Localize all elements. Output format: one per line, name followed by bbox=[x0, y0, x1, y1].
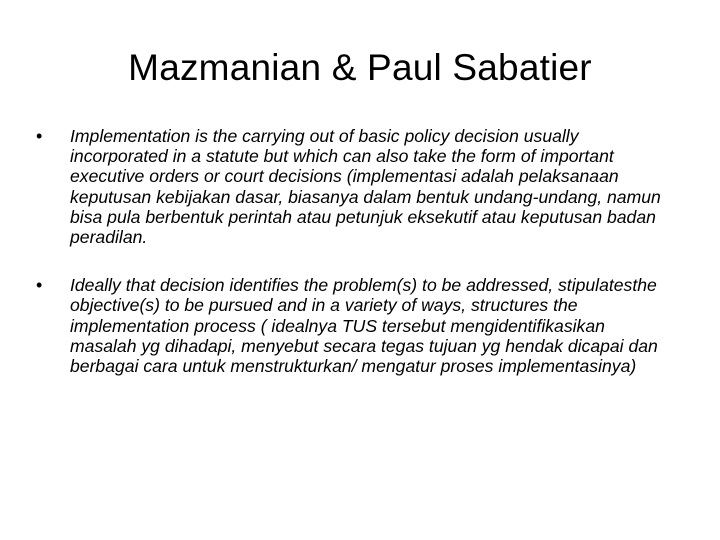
bullet-text-1: Implementation is the carrying out of basic policy decision usually incorporated in a statute but which can also take the form of important executive orders or court decisions (implementasi adalah pelaksanaan keputusan kebijakan dasar, biasanya dalam bentuk undang-undang, namun bisa pula berbentuk perintah atau petunjuk eksekutif atau keputusan badan peradilan. bbox=[70, 126, 661, 248]
bullet-item-1 bbox=[36, 126, 676, 247]
bullet-text-2: Ideally that decision identifies the problem(s) to be addressed, stipulatesthe objective(s) to be pursued and in a variety of ways, structures the implementation process ( idealnya TUS tersebut mengidentifikasikan masalah yg dihadapi, menyebut secara tegas tujuan yg hendak dicapai dan berbagai cara untuk menstrukturkan/ mengatur proses implementasinya) bbox=[70, 275, 658, 377]
slide-title: Mazmanian & Paul Sabatier bbox=[128, 47, 592, 88]
bullet-item-2 bbox=[36, 275, 676, 376]
bullet-list bbox=[36, 126, 676, 376]
bullet-marker: • bbox=[36, 275, 43, 296]
bullet-marker: • bbox=[36, 126, 43, 146]
